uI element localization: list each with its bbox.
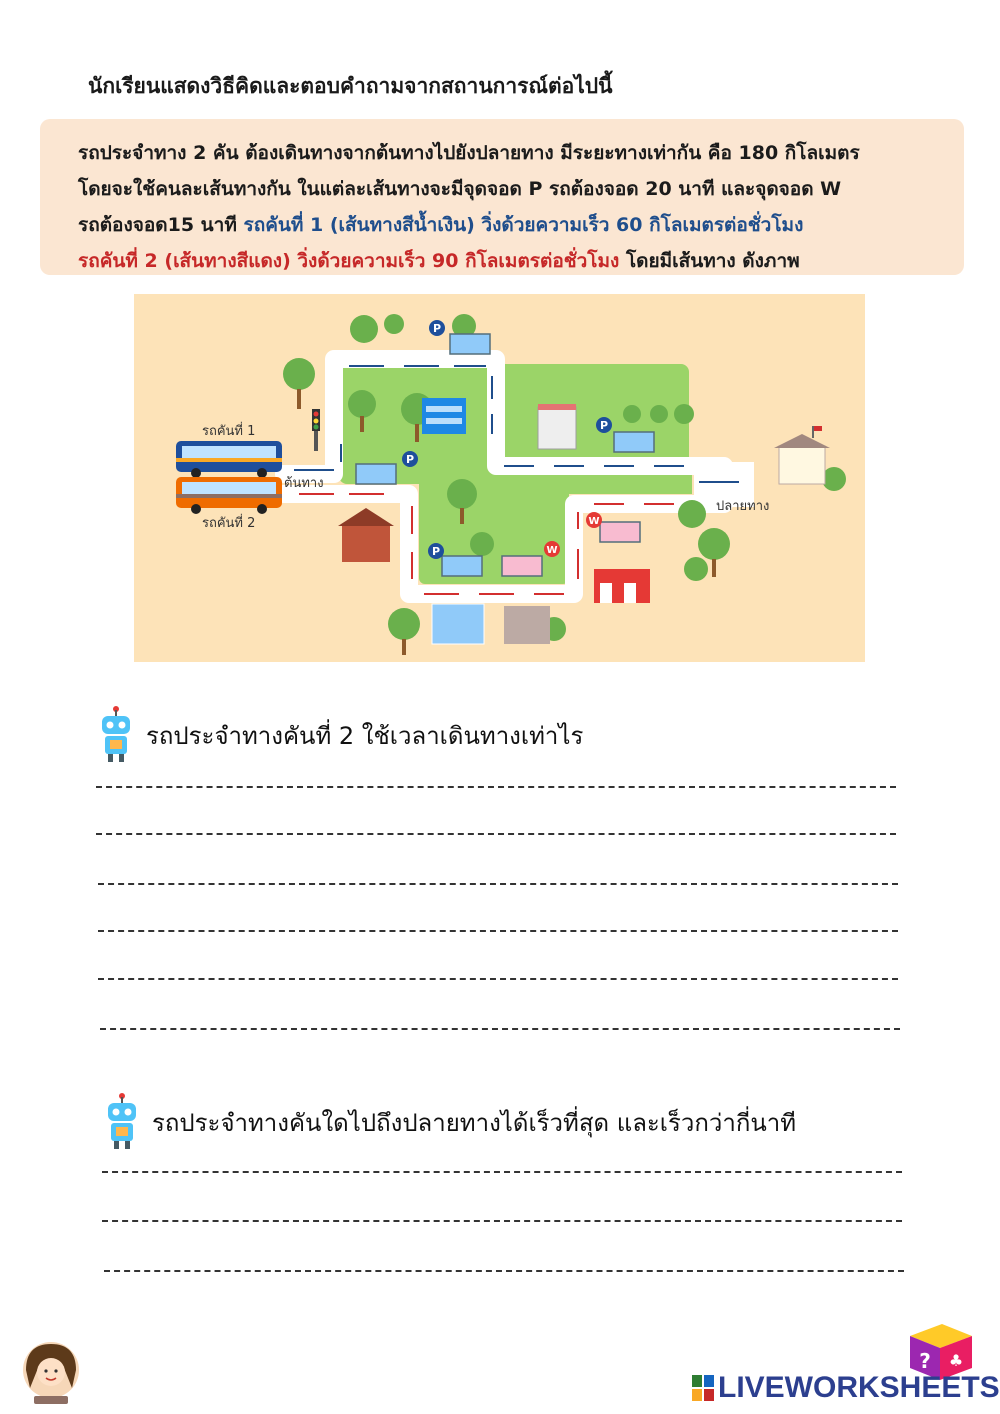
building-house	[338, 508, 394, 562]
p-marker-label: P	[431, 545, 441, 558]
building-hospital	[432, 604, 484, 644]
bus-2-description: รถคันที่ 2 (เส้นทางสีแดง) วิ่งด้วยความเร็ว 90 กิโลเมตรต่อชั่วโมง	[78, 250, 620, 272]
scenario-line-4-suffix: โดยมีเส้นทาง ดังภาพ	[625, 250, 800, 272]
robot-icon	[102, 1093, 142, 1151]
scenario-box	[40, 119, 964, 275]
building-office	[538, 404, 576, 449]
w-marker-label: W	[588, 516, 600, 527]
live-badge-icon	[692, 1375, 714, 1401]
brand-name: LIVEWORKSHEETS	[718, 1371, 1000, 1404]
building-school-destination	[774, 426, 830, 484]
p-marker-label: P	[599, 419, 609, 432]
question-1	[96, 706, 583, 764]
end-label: ปลายทาง	[716, 499, 770, 514]
answer-line[interactable]	[100, 1028, 900, 1030]
answer-line[interactable]	[98, 930, 898, 932]
answer-line[interactable]	[98, 883, 898, 885]
scenario-line-4	[78, 243, 926, 279]
svg-text:♣: ♣	[948, 1351, 964, 1370]
instruction-text: นักเรียนแสดงวิธีคิดและตอบคำถามจากสถานการณ์ต่อไปนี้	[88, 74, 613, 98]
bus-1-description: รถคันที่ 1 (เส้นทางสีน้ำเงิน) วิ่งด้วยความเร็ว 60 กิโลเมตรต่อชั่วโมง	[243, 214, 804, 236]
answer-line[interactable]	[104, 1270, 904, 1272]
bus-1-icon	[176, 441, 282, 478]
building-bank	[504, 606, 550, 644]
scenario-line-3	[78, 207, 926, 243]
scenario-line-3-prefix: รถต้องจอด15 นาที	[78, 214, 237, 236]
answer-line[interactable]	[102, 1220, 902, 1222]
svg-text:?: ?	[919, 1349, 931, 1373]
liveworksheets-logo	[692, 1371, 1000, 1405]
question-1-text: รถประจำทางคันที่ 2 ใช้เวลาเดินทางเท่าไร	[146, 721, 584, 750]
question-2-text: รถประจำทางคันใดไปถึงปลายทางได้เร็วที่สุด และเร็วกว่ากี่นาที	[152, 1108, 797, 1137]
scenario-line-2: โดยจะใช้คนละเส้นทางกัน ในแต่ละเส้นทางจะมีจุดจอด P รถต้องจอด 20 นาที และจุดจอด W	[78, 178, 842, 200]
bus-1-label: รถคันที่ 1	[202, 424, 256, 439]
answer-line[interactable]	[96, 833, 896, 835]
w-marker-label: W	[546, 545, 558, 556]
answer-line[interactable]	[96, 786, 896, 788]
bus-2-icon	[176, 477, 282, 514]
bus-2-label: รถคันที่ 2	[202, 516, 256, 531]
building-fire-station	[594, 569, 650, 603]
robot-icon	[96, 706, 136, 764]
route-map	[134, 294, 865, 662]
answer-line[interactable]	[98, 978, 898, 980]
teacher-logo-icon	[20, 1338, 82, 1408]
start-label: ต้นทาง	[284, 476, 324, 491]
scenario-line-1: รถประจำทาง 2 คัน ต้องเดินทางจากต้นทางไปยังปลายทาง มีระยะทางเท่ากัน คือ 180 กิโลเมตร	[78, 142, 860, 164]
answer-line[interactable]	[102, 1171, 902, 1173]
p-marker-label: P	[432, 322, 442, 335]
question-2	[102, 1093, 796, 1151]
p-marker-label: P	[405, 453, 415, 466]
building-shop-blue	[422, 398, 466, 434]
